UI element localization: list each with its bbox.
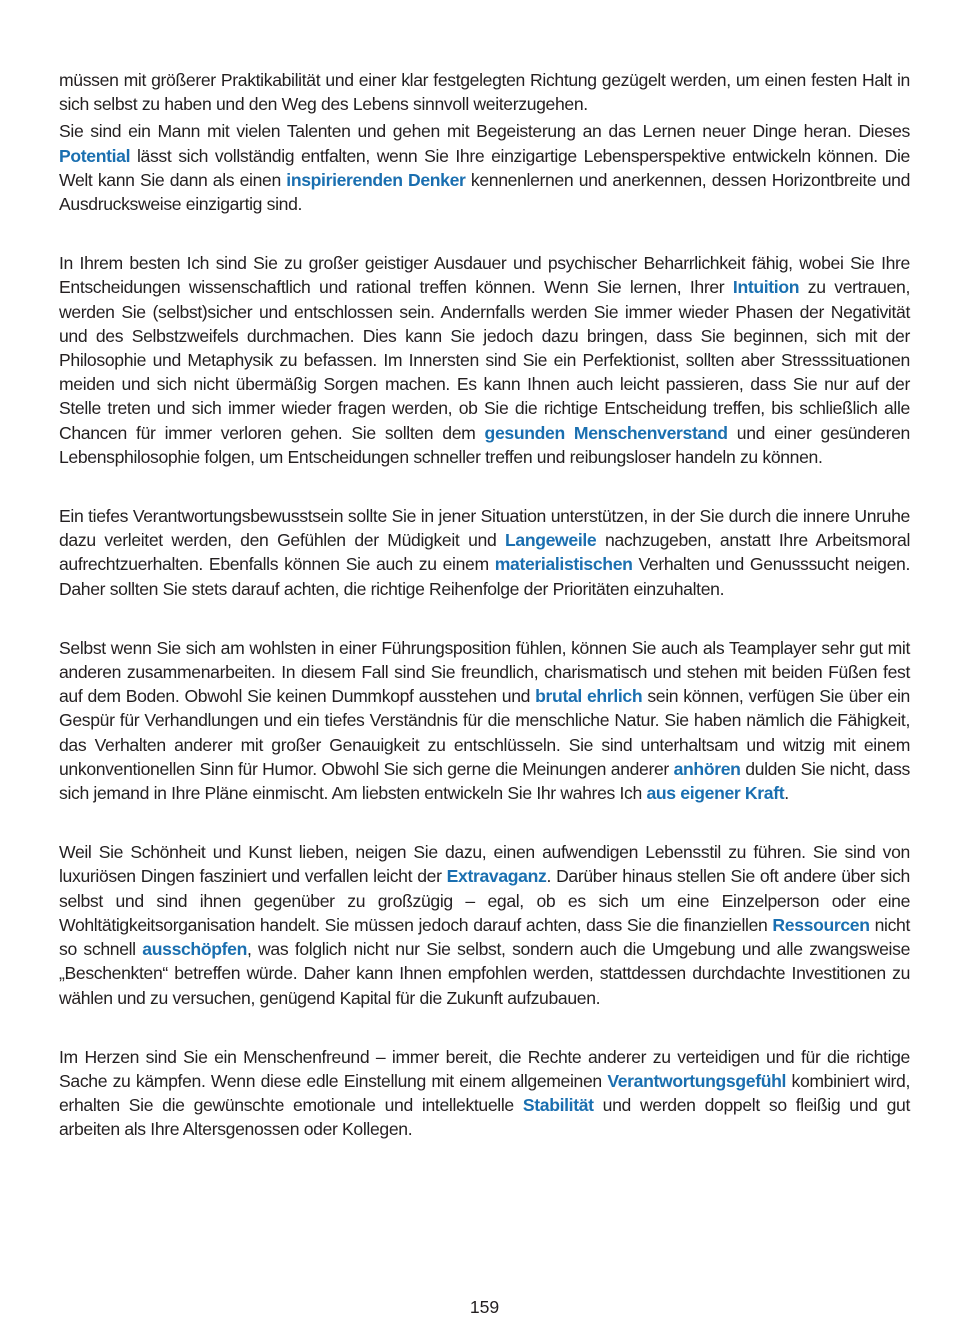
text: nachzugeben, anstatt Ihre Arbeitsmoral aufrechtzuerhalten. Ebenfalls können Sie auch zu einem — [59, 530, 910, 575]
paragraph-6 — [59, 840, 910, 1009]
highlight-term: brutal ehrlich — [535, 686, 643, 707]
text: kombiniert wird, erhalten Sie die gewünschte emotionale und intellektuelle — [59, 1070, 910, 1116]
text: Im Herzen sind Sie ein Menschenfreund – immer bereit, die Rechte anderer zu verteidigen und für die richtige Sache zu kämpfen. Wenn diese edle Einstellung mit einem allgemeinen — [59, 1046, 910, 1091]
text: lässt sich vollständig entfalten, wenn Sie Ihre einzigartige Lebensperspektive entwickeln können. Die Welt kann Sie dann als einen — [59, 145, 910, 190]
text: Verhalten und Genusssucht neigen. Daher sollten Sie stets darauf achten, die richtige Reihenfolge der Prioritäten einzuhalten. — [59, 554, 910, 599]
text: sein können, verfügen Sie über ein Gespür für Verhandlungen und ein tiefes Verständnis für die menschliche Natur. Sie haben nämlich die Fähigkeit, das Verhalten anderer mit großer Genauigkeit zu entschlüsseln. Sie sind unterhaltsam und witzig mit einem unkonventionellen Sinn für Humor. Obwohl Sie sich gerne die Meinungen anderer — [59, 686, 910, 779]
text: Ein tiefes Verantwortungsbewusstsein sollte Sie in jener Situation unterstützen, in der Sie durch die innere Unruhe dazu verleitet werden, den Gefühlen der Müdigkeit und — [59, 506, 910, 551]
highlight-term: gesunden Menschenverstand — [484, 422, 728, 443]
text: und werden doppelt so fleißig und gut arbeiten als Ihre Altersgenossen oder Kollegen. — [59, 1095, 910, 1140]
paragraph-1 — [59, 68, 910, 116]
page-number: 159 — [469, 1297, 500, 1317]
highlight-term: Potential — [59, 145, 131, 166]
paragraph-2 — [59, 119, 910, 216]
highlight-term: ausschöpfen — [142, 939, 247, 960]
text: Sie sind ein Mann mit vielen Talenten und gehen mit Begeisterung an das Lernen neuer Dinge heran. Dieses — [59, 121, 910, 142]
highlight-term: Verantwortungsgefühl — [607, 1070, 787, 1091]
text: Selbst wenn Sie sich am wohlsten in einer Führungsposition fühlen, können Sie auch als Teamplayer sehr gut mit anderen zusammenarbeiten. In diesem Fall sind Sie freundlich, charismatisch und stehen mit beiden Füßen fest auf dem Boden. Obwohl Sie keinen Dummkopf ausstehen und — [59, 637, 910, 707]
highlight-term: Extravaganz — [446, 866, 547, 887]
text: müssen mit größerer Praktikabilität und einer klar festgelegten Richtung gezügelt werden, um einen festen Halt in sich selbst zu haben und den Weg des Lebens sinnvoll weiterzugehen. — [59, 70, 910, 115]
highlight-term: Ressourcen — [772, 914, 870, 935]
highlight-term: Langeweile — [505, 530, 597, 551]
paragraph-5 — [59, 636, 910, 805]
paragraph-3 — [59, 251, 910, 469]
highlight-term: materialistischen — [494, 554, 633, 575]
text: . Darüber hinaus stellen Sie oft andere über sich selbst und sind ihnen gegenüber zu großzügig – egal, ob es sich um eine Einzelperson oder eine Wohltätigkeitsorganisation handelt. Sie müssen jedoch darauf achten, dass Sie die finanziellen — [59, 866, 910, 935]
highlight-term: aus eigener Kraft — [646, 783, 785, 804]
text: Weil Sie Schönheit und Kunst lieben, neigen Sie dazu, einen aufwendigen Lebensstil zu führen. Sie sind von luxuriösen Dingen fasziniert und verfallen leicht der — [59, 842, 910, 887]
text: , was folglich nicht nur Sie selbst, sondern auch die Umgebung und alle zwangsweise „Beschenkten“ betreffen würde. Daher kann Ihnen empfohlen werden, stattdessen durchdachte Investitionen zu wählen und zu versuchen, genügend Kapital für die Zukunft aufzubauen. — [59, 939, 910, 1008]
highlight-term: inspirierenden Denker — [286, 169, 466, 190]
text: nicht so schnell — [59, 914, 910, 960]
text: dulden Sie nicht, dass sich jemand in Ihre Pläne einmischt. Am liebsten entwickeln Sie Ihr wahres Ich — [59, 758, 911, 804]
highlight-term: Stabilität — [522, 1095, 594, 1116]
highlight-term: anhören — [673, 758, 741, 779]
highlight-term: Intuition — [732, 277, 800, 298]
paragraph-7 — [59, 1045, 910, 1142]
text: In Ihrem besten Ich sind Sie zu großer geistiger Ausdauer und psychischer Beharrlichkeit fähig, wobei Sie Ihre Entscheidungen wissenschaftlich und rational treffen können. Wenn Sie lernen, Ihrer — [59, 253, 910, 298]
text: und einer gesünderen Lebensphilosophie folgen, um Entscheidungen schneller treffen und reibungsloser handeln zu können. — [59, 422, 910, 467]
text: zu vertrauen, werden Sie (selbst)sicher und entschlossen sein. Andernfalls werden Sie immer wieder Phasen der Negativität und des Selbstzweifels durchmachen. Dies kann Sie jedoch dazu bringen, dass Sie beginnen, sich mit der Philosophie und Metaphysik zu befassen. Im Innersten sind Sie ein Perfektionist, sollten aber Stresssituationen meiden und sich nicht übermäßig Sorgen machen. Es kann Ihnen auch leicht passieren, dass Sie nur auf der Stelle treten und sich immer wieder fragen werden, ob Sie die richtige Entscheidung treffen, bis schließlich alle Chancen für immer verloren gehen. Sie sollten dem — [59, 277, 910, 443]
text: . — [784, 783, 789, 804]
text: kennenlernen und anerkennen, dessen Horizontbreite und Ausdrucksweise einzigartig sind. — [59, 169, 911, 215]
paragraph-4 — [59, 504, 910, 601]
page-body — [59, 68, 910, 1142]
